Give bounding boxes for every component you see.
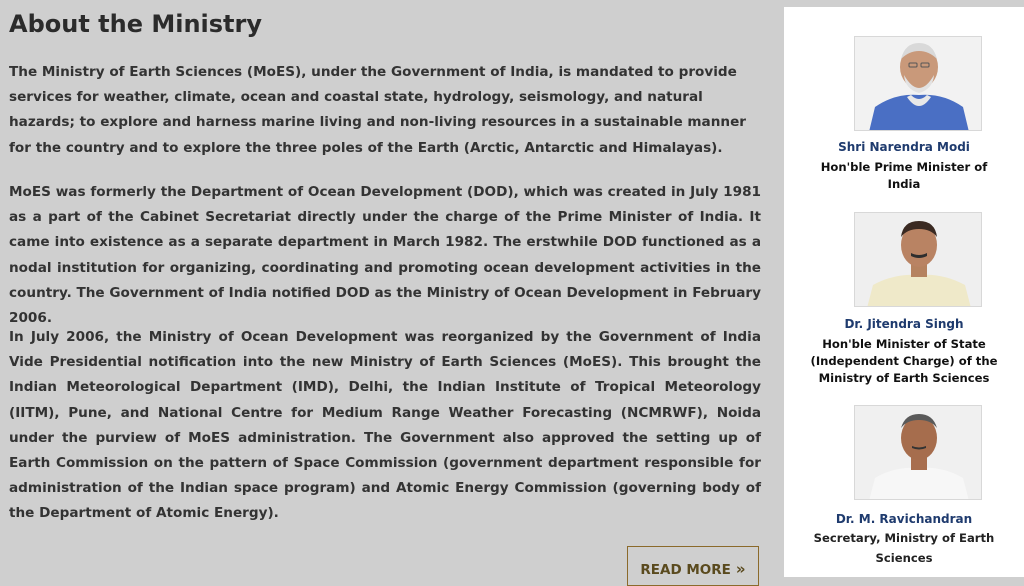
person-name[interactable]: Dr. M. Ravichandran: [835, 512, 973, 526]
sidebar-leaders: [784, 7, 1024, 577]
avatar[interactable]: [854, 405, 982, 500]
avatar[interactable]: [854, 212, 982, 307]
main-content: [9, 8, 761, 522]
read-more-label: READ MORE: [640, 562, 731, 578]
person-name[interactable]: Shri Narendra Modi: [838, 140, 970, 154]
double-chevron-right-icon: »: [735, 560, 746, 578]
person-role: Hon'ble Prime Minister of India: [820, 160, 988, 191]
person-name[interactable]: Dr. Jitendra Singh: [844, 317, 964, 331]
paragraph-3: In July 2006, the Ministry of Ocean Development was reorganized by the Government of India Vide Presidential notification into the new Ministry of Earth Sciences (MoES). This brought the Indian Meteorological Department (IMD), Delhi, the Indian Institute of Tropical Meteorology (IITM), Pune, and National Centre for Medium Range Weather Forecasting (NCMRWF), Noida under the purview of MoES administration. The Government also approved the setting up of Earth Commission on the pattern of Space Commission (government department responsible for administration of the Indian space program) and Atomic Energy Commission (governing body of the Department of Atomic Energy).: [9, 329, 761, 522]
avatar[interactable]: [854, 36, 982, 131]
person-photo-icon: [855, 37, 982, 131]
read-more-button[interactable]: [627, 546, 759, 586]
paragraph-2: MoES was formerly the Department of Ocean Development (DOD), which was created in July 1981 as a part of the Cabinet Secretariat directly under the charge of the Prime Minister of India. It came into existence as a separate department in March 1982. The erstwhile DOD functioned as a nodal institution for organizing, coordinating and promoting ocean development activities in the country. The Government of India notified DOD as the Ministry of Ocean Development in February 2006.: [9, 184, 761, 327]
person-role: Hon'ble Minister of State (Independent Charge) of the Ministry of Earth Sciences: [810, 337, 998, 385]
person-role: Secretary, Ministry of Earth Sciences: [813, 531, 995, 565]
paragraph-1: The Ministry of Earth Sciences (MoES), under the Government of India, is mandated to provide services for weather, climate, ocean and coastal state, hydrology, seismology, and natural hazards; to explore and harness marine living and non-living resources in a sustainable manner for the country and to explore the three poles of the Earth (Arctic, Antarctic and Himalayas).: [9, 64, 747, 156]
person-photo-icon: [855, 406, 982, 500]
page-title: About the Ministry: [9, 10, 263, 38]
person-photo-icon: [855, 213, 982, 307]
